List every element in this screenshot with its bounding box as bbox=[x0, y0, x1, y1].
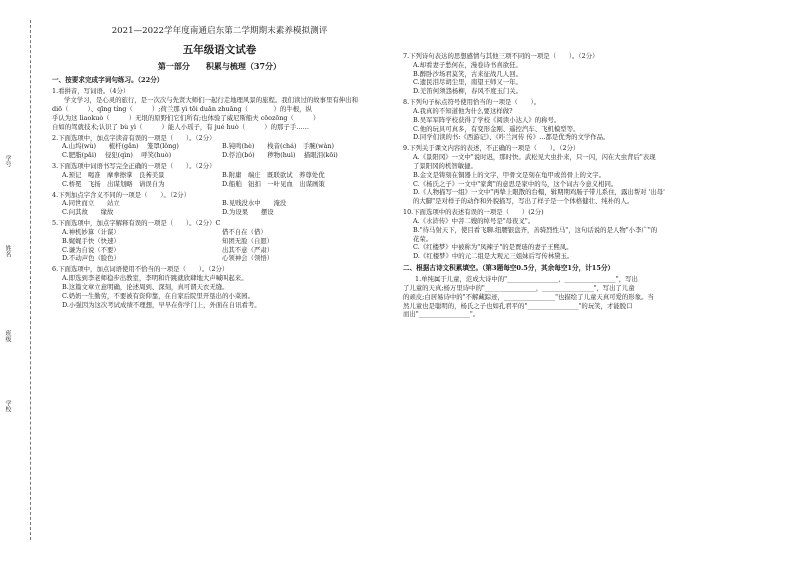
option: 借不自在（借） bbox=[222, 227, 267, 236]
fill-blank-line: 然儿童也是聪明的，杨氏之子也如孔君平的"________________"的玩笑，才能脱口 bbox=[403, 301, 633, 310]
fill-blank-line: 了儿童的天真;杨万里诗中的"________________，________________"，写出了儿童 bbox=[403, 283, 635, 292]
option: D.《红楼梦》中的元二组是大观元三姐妹后写传林黛玉。 bbox=[413, 252, 574, 261]
fill-blank-line: 的顽皮;白居易诗中的"不解藏踪迹，________________"也描绘了儿童天真可爱的形象。当 bbox=[403, 292, 654, 301]
question-4: 4.下列加点字含义不同的一项是（ ）。（2分） bbox=[52, 190, 190, 199]
q1-pinyin-line: diō（ ）、qīng tíng（ ）;荷兰那 yì tōi duān zhuāng（ ）的牛根，纵 bbox=[52, 105, 312, 114]
option: B.见贱没水中 淹没 bbox=[222, 199, 287, 208]
question-10: 10.下面选项中的表述有误的一项是（ ）(2分) bbox=[403, 208, 544, 217]
left-column bbox=[52, 20, 387, 309]
option: C.遗民泪尽胡尘里，南望王师又一年。 bbox=[413, 78, 522, 87]
option: C.问其故 缘故 bbox=[62, 208, 114, 217]
option-continued: 了景阳冈的机智敏捷。 bbox=[413, 161, 477, 170]
option: A.预记 喝准 摩拳擦掌 良莠美景 bbox=[62, 170, 165, 179]
student-id-label: 学号 bbox=[4, 155, 11, 167]
option: A.同世而立 站立 bbox=[62, 199, 120, 208]
option: B.钝鸣(hè) 栈音(chá) 手腕(wàn) bbox=[222, 142, 335, 151]
q5-options bbox=[52, 228, 387, 263]
fill-blank-line: 1.单纯属于儿童，范成大诗中的"________________，________________"，写出 bbox=[415, 275, 638, 284]
right-column bbox=[403, 50, 758, 319]
option-continued: 的大脚"是对样子的动作和外貌描写，写出了样子是一个体格健壮、纯朴的人。 bbox=[413, 197, 634, 206]
option: A.《水浒传》中菩二嫂的绰号是"母夜叉"。 bbox=[413, 216, 535, 225]
q1-pinyin-line: 自如的驾就技术;认识了 bù yì（ ）能人小瑶子，有 jué huò（ ）的那子手…… bbox=[52, 122, 309, 131]
option-continued: 花荣。 bbox=[413, 234, 433, 243]
name-label: 姓名 bbox=[4, 245, 11, 257]
option: B.这篇文章立意明确，论述周到、深刻，真可谓天衣无缝。 bbox=[62, 282, 229, 291]
option: B.吴军军阵学校获得了学校《阅读小达人》的称号。 bbox=[413, 115, 561, 124]
question-3: 3.下面选项中词语书写完全正确的一项是（ ）。（2分） bbox=[52, 162, 216, 171]
q4-options bbox=[52, 199, 387, 217]
question-5: 5.下面选项中，加点字解释有误的一项是（ ）。（2分）C bbox=[52, 219, 221, 228]
option: B."待马射天下，使目看飞聊.纽腰银盘齐，善骑烈性马"，这句话说的是人物"小李广"的 bbox=[413, 225, 658, 234]
option: C.肥脂(pǎi) 侵犯(qìn) 呼笑(huò) bbox=[62, 151, 172, 160]
option: D.《人物描写一组》一文中"再挚上眼散的台榻，辑期期鸡肠子带儿系住，露出帮对 '出母' bbox=[413, 188, 665, 197]
option: C.谦为自说（不要） bbox=[62, 245, 120, 254]
question-7: 7.下列诗句表达的思想感情与其他三项不同的一项是（ ）。（2分） bbox=[403, 52, 599, 60]
option: D.俘泊(bó) 秽物(huì) 描眼泪(kōi) bbox=[222, 151, 338, 160]
option: B.醉卧沙场君莫笑，古来征战几人回。 bbox=[413, 69, 522, 78]
option: D.同学们读的书:《西游记》、《咋兰河传 传》…都是优秀的文学作品。 bbox=[413, 133, 610, 142]
q1-paragraph: 学文学习，是心灵的旅行，是一次次与先贤大师们一起行走地理风景的旅程。我们读过的故事里有伸出和 bbox=[64, 96, 358, 105]
question-1: 1.看拼音，写词语。（4分） bbox=[52, 87, 130, 96]
option: A.即选到李老师稳步出教室，李明和许跳就欣肆地大声喊叫起来。 bbox=[62, 274, 248, 283]
option: 心领神会（领悟） bbox=[222, 254, 274, 263]
q1-pinyin-line: 乎认为这 lìaokuò（ ）无垠的原野们它们所有;也体验了威尼斯船夫 cōozōng（ ） bbox=[52, 113, 320, 122]
part-title: 第一部分 积累与梳理（37分） bbox=[157, 61, 282, 72]
option: C.他的玩具可真多，有变形金刚、遥控汽车、飞机模型等。 bbox=[413, 124, 580, 133]
class-label: 班级 bbox=[4, 330, 11, 342]
option: D.小强因为这次考试成绩不理想，早早在你学门上，外面在自讯看考。 bbox=[62, 300, 261, 309]
option: A.却看妻子愁何在，漫卷诗书喜欲狂。 bbox=[413, 60, 522, 69]
option: D.船舶 钮扣 一叶见血 出谋画策 bbox=[222, 179, 325, 188]
option: A.神机妙算（计谋） bbox=[62, 227, 120, 236]
q2-options bbox=[52, 142, 387, 160]
section-1-heading: 一、按要求完成字词句练习。（22分） bbox=[52, 76, 164, 85]
q3-options bbox=[52, 171, 387, 189]
option: C.桥冕 飞扬 出谋划略 请误自为 bbox=[62, 179, 165, 188]
option: A.山坞(wù) 梳杆(gǎn) 笼罩(lǒng) bbox=[62, 142, 179, 151]
option: 出其不意（严肃） bbox=[222, 245, 274, 254]
option: B.附庸 端庄 既联欲试 养尊处优 bbox=[222, 170, 325, 179]
question-6: 6.下面选项中，加点词语使用不恰当的一项是（ ）。（2分） bbox=[52, 265, 229, 274]
option: B.金文是铸刻在铜器上的文字，甲骨文是刻在龟甲或兽骨上的文字。 bbox=[413, 170, 606, 179]
school-label: 学校 bbox=[4, 400, 11, 412]
option: D.羌笛何须怨杨柳，春风不度玉门关。 bbox=[413, 87, 523, 96]
binding-dashed-line bbox=[30, 20, 31, 540]
binding-margin bbox=[0, 0, 40, 561]
question-8: 8.下列句子标点符号使用恰当的一项是（ ）。 bbox=[403, 98, 541, 107]
option: D.不动声色（脸色） bbox=[62, 254, 121, 263]
option: 知团无脸（自愿） bbox=[222, 236, 274, 245]
option: A.我真的不知道他为什么要这样做? bbox=[413, 106, 513, 115]
option: C.《红楼梦》中被称为"凤辣子"的是贾琏的妻子王熙凤。 bbox=[413, 243, 573, 252]
option: D.为设果 摆设 bbox=[222, 208, 274, 217]
question-2: 2.下面选项中，加点字读音有误的一项是（ ）。（2分） bbox=[52, 133, 216, 142]
option: C.《杨氏之子》一文中"家禽"的意思是家中的鸟，这个词古今意义相同。 bbox=[413, 179, 618, 188]
exam-title: 2021—2022学年度南通启东第二学期期末素养模拟测评 bbox=[111, 26, 328, 36]
option: B.娓娓手快（快速） bbox=[62, 236, 120, 245]
exam-subtitle: 五年级语文试卷 bbox=[182, 43, 257, 56]
section-2-heading: 二、根据古诗文积累填空。（第3题每空0.5分，其余每空1分，计15分） bbox=[403, 264, 615, 273]
option: A.《景阳冈》一文中"说时迟，那时快。武松见大虫扑来，只一闪，闪在大虫背后"表现 bbox=[413, 153, 656, 162]
question-9: 9.下列关于课文内容的表述，不正确的一项是（ ）。（2分） bbox=[403, 144, 580, 153]
option: C.奶奶一生勤劳，不要被有资仰靠，在自家后院里开垦出的小菜园。 bbox=[62, 291, 255, 300]
fill-blank-line: 而出"________________"。 bbox=[403, 310, 480, 319]
